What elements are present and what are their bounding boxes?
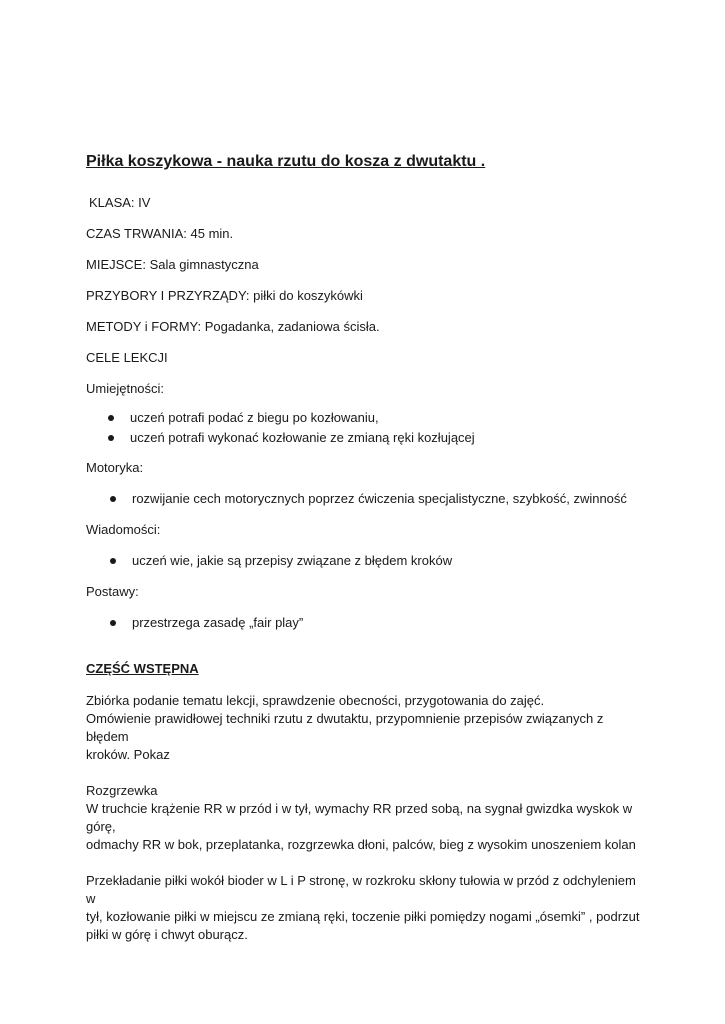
text-line: Zbiórka podanie tematu lekcji, sprawdzenie obecności, przygotowania do zajęć. [86, 693, 545, 708]
motor-list [86, 490, 646, 508]
text-line: Przekładanie piłki wokół bioder w L i P stronę, w rozkroku skłony tułowia w przód z odchyleniem w [86, 873, 636, 906]
ball-exercises-paragraph [86, 872, 646, 944]
skills-label: Umiejętności: [86, 381, 165, 396]
list-item [86, 409, 646, 427]
text-line: Omówienie prawidłowej techniki rzutu z dwutaktu, przypomnienie przepisów związanych z błędem [86, 711, 604, 744]
list-item [86, 552, 646, 570]
text-line: Rozgrzewka [86, 783, 158, 798]
text-line: kroków. Pokaz [86, 747, 170, 762]
knowledge-label: Wiadomości: [86, 522, 161, 537]
duration-line: CZAS TRWANIA: 45 min. [86, 226, 234, 241]
intro-paragraph [86, 692, 646, 764]
bullet-icon [110, 558, 116, 564]
text-line: W truchcie krążenie RR w przód i w tył, wymachy RR przed sobą, na sygnał gwizdka wyskok w górę, [86, 801, 633, 834]
list-item [86, 429, 646, 447]
document-body [86, 150, 646, 962]
list-item [86, 614, 646, 632]
text-line: odmachy RR w bok, przeplatanka, rozgrzewka dłoni, palców, bieg z wysokim unoszeniem kolan [86, 837, 636, 852]
bullet-icon [108, 415, 114, 421]
methods-line: METODY i FORMY: Pogadanka, zadaniowa ścisła. [86, 319, 380, 334]
class-line: KLASA: IV [89, 195, 151, 210]
list-item-text: uczeń potrafi wykonać kozłowanie ze zmianą ręki kozłującej [130, 430, 475, 445]
text-line: tył, kozłowanie piłki w miejscu ze zmianą ręki, toczenie piłki pomiędzy nogami „ósemki” , podrzut [86, 909, 640, 924]
knowledge-list [86, 552, 646, 570]
bullet-icon [110, 620, 116, 626]
location-line: MIEJSCE: Sala gimnastyczna [86, 257, 259, 272]
skills-list [86, 409, 646, 447]
text-line: piłki w górę i chwyt oburącz. [86, 927, 248, 942]
attitudes-label: Postawy: [86, 584, 139, 599]
list-item-text: rozwijanie cech motorycznych poprzez ćwiczenia specjalistyczne, szybkość, zwinność [132, 491, 627, 506]
bullet-icon [108, 435, 114, 441]
list-item-text: uczeń potrafi podać z biegu po kozłowaniu, [130, 410, 379, 425]
motor-label: Motoryka: [86, 460, 144, 475]
equipment-line: PRZYBORY I PRZYRZĄDY: piłki do koszykówki [86, 288, 363, 303]
attitudes-list [86, 614, 646, 632]
list-item [86, 490, 646, 508]
goals-heading: CELE LEKCJI [86, 350, 168, 365]
warmup-paragraph [86, 782, 646, 854]
list-item-text: przestrzega zasadę „fair play” [132, 615, 304, 630]
list-item-text: uczeń wie, jakie są przepisy związane z błędem kroków [132, 553, 453, 568]
lesson-title: Piłka koszykowa - nauka rzutu do kosza z dwutaktu . [86, 153, 486, 170]
intro-section-heading: CZĘŚĆ WSTĘPNA [86, 661, 199, 676]
bullet-icon [110, 496, 116, 502]
